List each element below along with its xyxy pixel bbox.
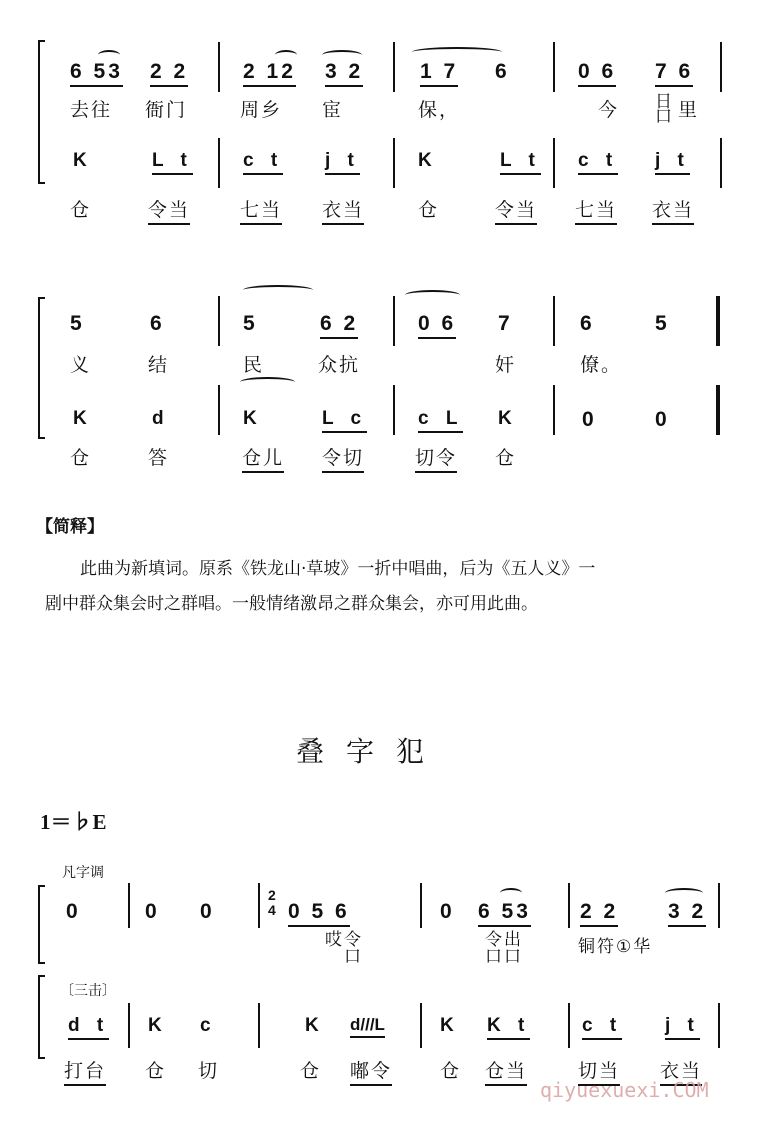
system-bracket bbox=[38, 885, 45, 964]
lyric: 里 bbox=[678, 99, 700, 121]
slur bbox=[665, 888, 703, 898]
annotation-heading: 【简释】 bbox=[36, 517, 104, 537]
note-group: 5 bbox=[70, 312, 85, 335]
percussion-symbol: K t bbox=[487, 1015, 530, 1040]
percussion-symbol: K bbox=[73, 150, 93, 171]
percussion-symbol: c t bbox=[582, 1015, 622, 1040]
rest: 0 bbox=[145, 900, 160, 923]
percussion-word: 七当 bbox=[575, 195, 617, 225]
note-group: 3 2 bbox=[668, 900, 706, 927]
final-barline bbox=[716, 385, 720, 435]
lyric: 衙门 bbox=[145, 99, 188, 121]
note-group: 2 2 bbox=[150, 60, 188, 87]
final-barline bbox=[716, 296, 720, 346]
barline bbox=[553, 138, 555, 188]
percussion-word: 仓 bbox=[70, 447, 92, 469]
percussion-word: 嘟令 bbox=[350, 1056, 392, 1086]
barline bbox=[128, 883, 130, 928]
note-group: 2 2 bbox=[580, 900, 618, 927]
rest: 0 bbox=[440, 900, 455, 923]
lyric: 义 bbox=[70, 354, 92, 376]
note-group: 2 12 bbox=[243, 60, 296, 87]
percussion-symbol: K bbox=[418, 150, 438, 171]
barline bbox=[218, 42, 220, 92]
percussion-word: 衣当 bbox=[652, 195, 694, 225]
note-group: 6 2 bbox=[320, 312, 358, 339]
lyric: 众抗 bbox=[318, 354, 361, 376]
barline bbox=[258, 883, 260, 928]
note-group: 6 bbox=[580, 312, 595, 335]
percussion-word: 仓 bbox=[70, 199, 92, 221]
system-bracket bbox=[38, 40, 45, 184]
rest: 0 bbox=[655, 408, 670, 431]
percussion-word: 令切 bbox=[322, 443, 364, 473]
barline bbox=[258, 1003, 260, 1048]
lyric: 今 bbox=[598, 99, 620, 121]
annotation-line: 剧中群众集会时之群唱。一般情绪激昂之群众集会，亦可用此曲。 bbox=[45, 594, 538, 614]
lyric: 日 口 bbox=[655, 92, 674, 127]
percussion-symbol: L c bbox=[322, 408, 367, 433]
rest: 0 bbox=[582, 408, 597, 431]
note-group: 3 2 bbox=[325, 60, 363, 87]
barline bbox=[128, 1003, 130, 1048]
barline bbox=[553, 385, 555, 435]
rest: 0 bbox=[200, 900, 215, 923]
slur bbox=[412, 47, 502, 57]
watermark: qiyuexuexi.COM bbox=[540, 1078, 709, 1102]
percussion-word: 七当 bbox=[240, 195, 282, 225]
barline bbox=[420, 883, 422, 928]
percussion-word: 仓 bbox=[145, 1060, 167, 1082]
time-signature bbox=[268, 888, 276, 918]
note-group: 5 bbox=[655, 312, 670, 335]
percussion-word: 仓 bbox=[440, 1060, 462, 1082]
barline bbox=[720, 42, 722, 92]
barline bbox=[420, 1003, 422, 1048]
piece-title: 叠字犯 bbox=[296, 735, 447, 768]
lyric: 奸 bbox=[495, 354, 517, 376]
rest: 0 bbox=[66, 900, 81, 923]
percussion-symbol: K bbox=[73, 408, 93, 429]
slur bbox=[275, 50, 297, 60]
barline bbox=[568, 883, 570, 928]
percussion-symbol: d t bbox=[68, 1015, 109, 1040]
barline bbox=[218, 385, 220, 435]
percussion-symbol: L t bbox=[500, 150, 541, 175]
percussion-symbol: j t bbox=[655, 150, 690, 175]
key-signature: 1＝♭E bbox=[40, 810, 107, 834]
percussion-word: 仓当 bbox=[485, 1056, 527, 1086]
annotation-line: 此曲为新填词。原系《铁龙山·草坡》一折中唱曲，后为《五人义》一 bbox=[80, 559, 596, 579]
barline bbox=[393, 296, 395, 346]
lyric: 民 bbox=[243, 354, 265, 376]
note-group: 0 5 6 bbox=[288, 900, 350, 927]
percussion-label: 〔三击〕 bbox=[60, 983, 116, 999]
lyric: 哎令 口 bbox=[325, 930, 363, 967]
note-group: 7 bbox=[498, 312, 513, 335]
percussion-symbol: K bbox=[305, 1015, 325, 1036]
slur bbox=[500, 888, 522, 898]
barline bbox=[553, 42, 555, 92]
barline bbox=[393, 138, 395, 188]
percussion-symbol: K bbox=[440, 1015, 460, 1036]
note-group: 0 6 bbox=[418, 312, 456, 339]
percussion-symbol: c t bbox=[578, 150, 618, 175]
mode-label: 凡字调 bbox=[62, 865, 104, 881]
lyric: 令出 口口 bbox=[485, 930, 523, 967]
slur bbox=[240, 377, 295, 387]
barline bbox=[553, 296, 555, 346]
lyric: 去往 bbox=[70, 99, 113, 121]
barline bbox=[718, 1003, 720, 1048]
percussion-symbol: d bbox=[152, 408, 170, 429]
slur bbox=[243, 285, 313, 295]
percussion-word: 令当 bbox=[495, 195, 537, 225]
percussion-word: 答 bbox=[148, 447, 170, 469]
percussion-word: 仓 bbox=[300, 1060, 322, 1082]
percussion-word: 仓 bbox=[418, 199, 440, 221]
time-sig-top: 2 bbox=[268, 887, 276, 903]
barline bbox=[218, 138, 220, 188]
barline bbox=[568, 1003, 570, 1048]
slur bbox=[322, 50, 362, 60]
percussion-symbol: j t bbox=[665, 1015, 700, 1040]
lyric: 结 bbox=[148, 354, 170, 376]
system-bracket bbox=[38, 297, 45, 439]
percussion-symbol: d///L bbox=[350, 1015, 385, 1038]
lyric: 僚。 bbox=[580, 354, 623, 376]
percussion-word: 仓 bbox=[495, 447, 517, 469]
note-group: 6 53 bbox=[70, 60, 123, 87]
percussion-symbol: K bbox=[148, 1015, 168, 1036]
percussion-symbol: K bbox=[243, 408, 263, 429]
percussion-symbol: K bbox=[498, 408, 518, 429]
percussion-symbol: c bbox=[200, 1015, 217, 1036]
note-group: 6 bbox=[150, 312, 165, 335]
percussion-word: 衣当 bbox=[322, 195, 364, 225]
percussion-symbol: j t bbox=[325, 150, 360, 175]
lyric: 周乡 bbox=[240, 99, 283, 121]
percussion-symbol: c L bbox=[418, 408, 463, 433]
percussion-word: 仓儿 bbox=[242, 443, 284, 473]
percussion-word: 切当 bbox=[578, 1056, 620, 1086]
lyric: 宦 bbox=[322, 99, 344, 121]
percussion-word: 切令 bbox=[415, 443, 457, 473]
barline bbox=[218, 296, 220, 346]
note-group: 1 7 bbox=[420, 60, 458, 87]
barline bbox=[718, 883, 720, 928]
percussion-symbol: c t bbox=[243, 150, 283, 175]
note-group: 7 6 bbox=[655, 60, 693, 87]
system-bracket bbox=[38, 975, 45, 1059]
note-group: 5 bbox=[243, 312, 258, 335]
time-sig-bottom: 4 bbox=[268, 902, 276, 918]
percussion-symbol: L t bbox=[152, 150, 193, 175]
percussion-word: 令当 bbox=[148, 195, 190, 225]
percussion-word: 切 bbox=[198, 1060, 220, 1082]
lyric: 铜符①华 bbox=[578, 937, 653, 957]
barline bbox=[720, 138, 722, 188]
lyric: 保， bbox=[418, 99, 461, 121]
barline bbox=[393, 42, 395, 92]
slur bbox=[98, 50, 120, 60]
percussion-word: 打台 bbox=[64, 1056, 106, 1086]
slur bbox=[405, 290, 460, 300]
barline bbox=[393, 385, 395, 435]
percussion-word: 衣当 bbox=[660, 1056, 702, 1086]
note-group: 6 bbox=[495, 60, 510, 83]
note-group: 0 6 bbox=[578, 60, 616, 87]
note-group: 6 53 bbox=[478, 900, 531, 927]
